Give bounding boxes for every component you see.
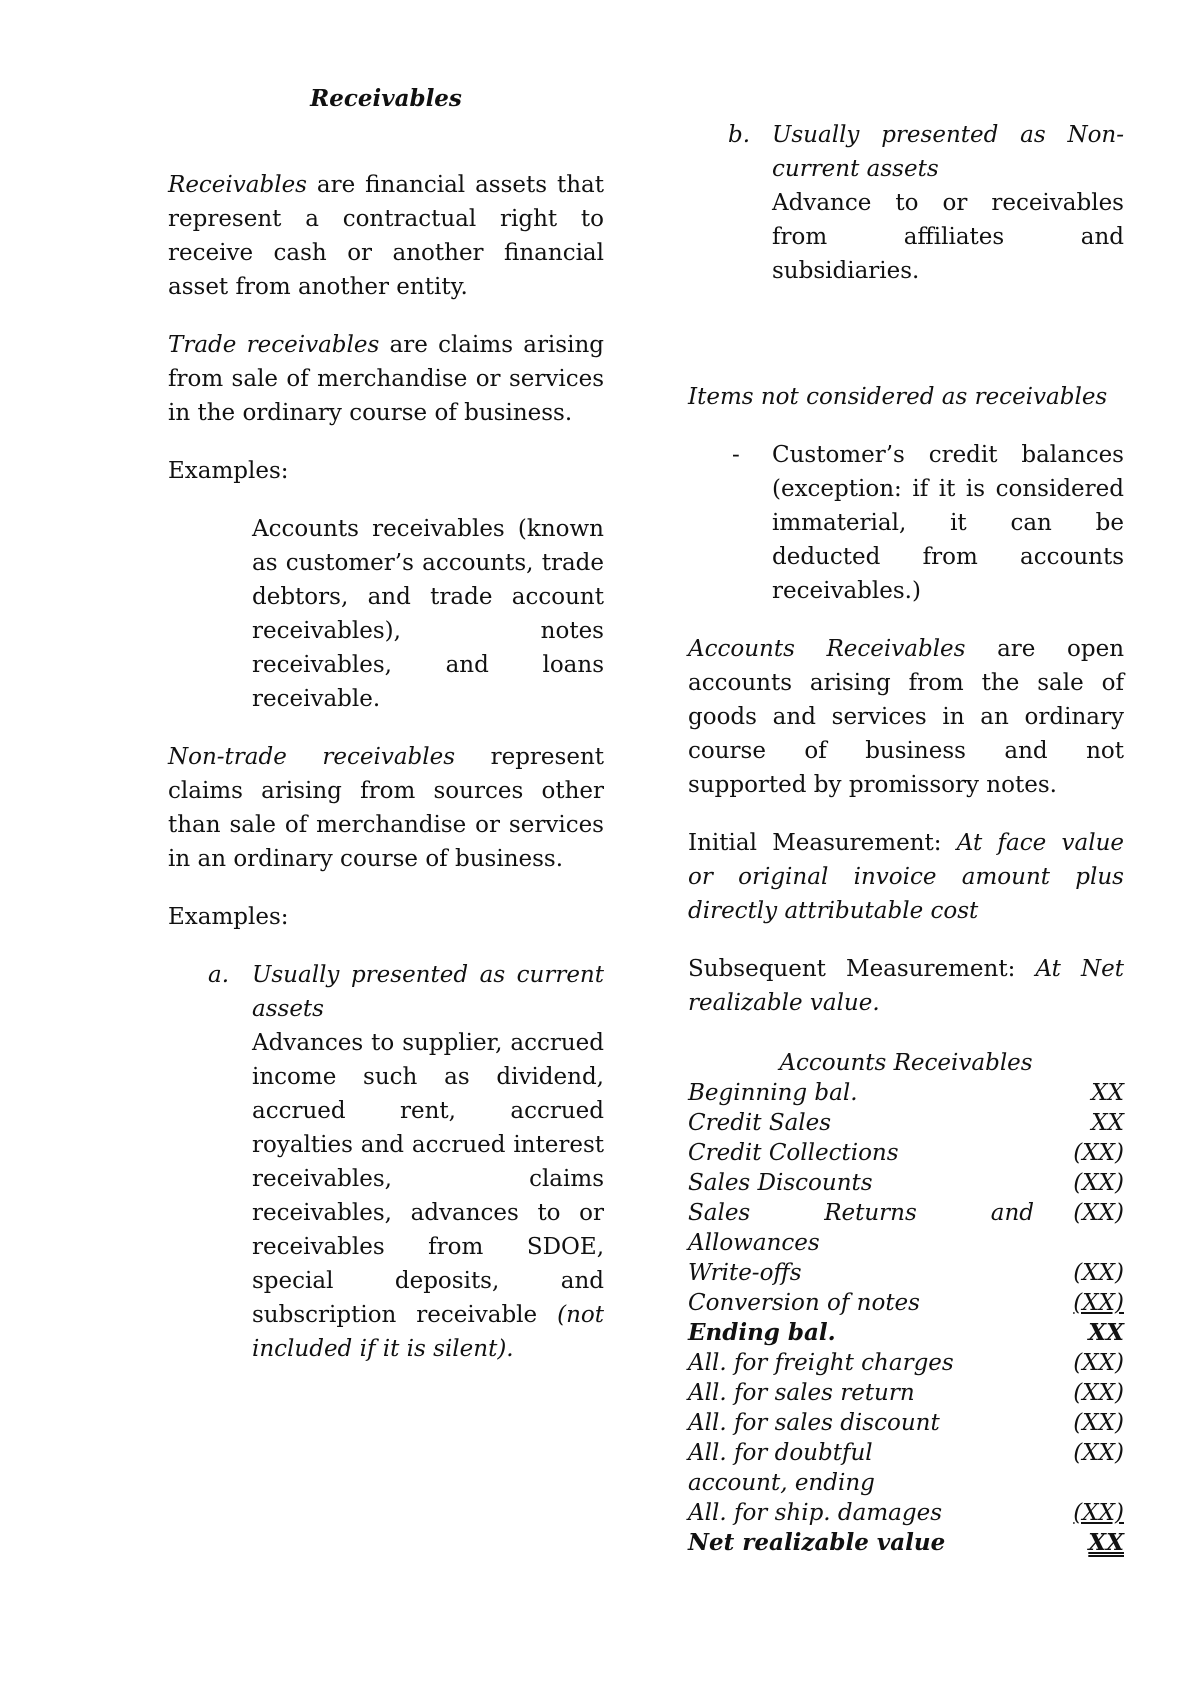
row-amount: (XX) [1073, 1440, 1124, 1466]
table-row [688, 1498, 1124, 1528]
table-row [688, 1258, 1124, 1288]
row-amount: (XX) [1073, 1380, 1124, 1406]
ar-text: are open accounts arising from the sale of goods and services in an ordinary course of business and not supported by promissory notes. [688, 636, 1125, 798]
subsequent-value: At Net realizable value. [688, 956, 1124, 1016]
item-a-text [252, 1026, 604, 1366]
row-label: All. for doubtful account, ending [688, 1440, 875, 1496]
item-b-heading: Usually presented as Non-current assets [772, 122, 1124, 182]
row-amount: (XX) [1073, 1290, 1124, 1316]
accounts-receivables-definition [688, 632, 1124, 802]
trade-term: Trade receivables [168, 332, 380, 358]
table-row [688, 1408, 1124, 1438]
row-label: Ending bal. [688, 1319, 836, 1346]
row-amount: (XX) [1073, 1500, 1124, 1526]
item-b-text: Advance to or receivables from affiliates and subsidiaries. [772, 190, 1124, 284]
row-amount: (XX) [1073, 1410, 1124, 1436]
dash-marker: - [732, 442, 740, 468]
table-row [688, 1348, 1124, 1378]
item-b-marker: b. [728, 122, 751, 148]
row-label: Beginning bal. [688, 1080, 858, 1106]
table-row [688, 1528, 1124, 1558]
list-item-dash [732, 438, 1124, 608]
list-item-a [208, 958, 604, 1366]
item-a-note: (not included if it is silent). [252, 1302, 604, 1362]
table-row [688, 1288, 1124, 1318]
def-text: are financial assets that represent a contractual right to receive cash or another financial asset from another entity. [168, 172, 604, 300]
table-row [688, 1168, 1124, 1198]
initial-measurement [688, 826, 1124, 928]
row-label: All. for freight charges [688, 1350, 954, 1376]
row-label: All. for ship. damages [688, 1500, 943, 1526]
row-amount: (XX) [1073, 1350, 1124, 1376]
row-amount: XX [1091, 1110, 1124, 1136]
nontrade-text: represent claims arising from sources other than sale of merchandise or services in an ordinary course of business. [168, 744, 604, 872]
row-amount: XX [1091, 1080, 1124, 1106]
examples-label-2: Examples: [168, 904, 289, 930]
trade-text: are claims arising from sale of merchandise or services in the ordinary course of business. [168, 332, 604, 426]
table-row [688, 1198, 1124, 1258]
row-amount: XX [1088, 1529, 1124, 1556]
table-title: Accounts Receivables [779, 1050, 1033, 1076]
not-considered-heading: Items not considered as receivables [688, 384, 1108, 410]
table-title-row [688, 1048, 1124, 1078]
subsequent-measurement [688, 952, 1124, 1020]
table-row [688, 1108, 1124, 1138]
row-amount: (XX) [1073, 1200, 1124, 1226]
initial-label: Initial Measurement: [688, 830, 957, 856]
not-considered-text: Customer’s credit balances (exception: if it is considered immaterial, it can be deducted from accounts receivables.) [772, 442, 1124, 604]
row-label: Net realizable value [688, 1529, 946, 1556]
nontrade-receivables-definition [168, 740, 604, 876]
def-term: Receivables [168, 172, 307, 198]
table-row [688, 1318, 1124, 1348]
row-amount: XX [1088, 1319, 1124, 1346]
item-a-heading: Usually presented as current assets [252, 962, 604, 1022]
row-label: Credit Sales [688, 1110, 832, 1136]
nontrade-term: Non-trade receivables [168, 744, 456, 770]
table-row [688, 1078, 1124, 1108]
row-label: Conversion of notes [688, 1290, 920, 1316]
table-row [688, 1438, 1124, 1498]
row-amount: (XX) [1073, 1140, 1124, 1166]
right-column [688, 118, 1124, 1558]
table-row [688, 1378, 1124, 1408]
row-label: Credit Collections [688, 1140, 899, 1166]
accounts-receivables-table [688, 1048, 1124, 1558]
trade-receivables-definition [168, 328, 604, 430]
left-column [168, 82, 604, 1390]
ar-term: Accounts Receivables [688, 636, 966, 662]
list-item-b [728, 118, 1124, 288]
row-label: Sales Returns and Allowances [688, 1200, 1034, 1256]
item-a-marker: a. [208, 962, 230, 988]
row-amount: (XX) [1073, 1170, 1124, 1196]
row-label: Write-offs [688, 1260, 802, 1286]
item-a-body: Advances to supplier, accrued income such as dividend, accrued rent, accrued royalties and accrued interest receivables, claims receivables, advances to or receivables from SDOE, special deposits, and subscription receivable [252, 1030, 604, 1328]
row-label: All. for sales discount [688, 1410, 940, 1436]
subsequent-label: Subsequent Measurement: [688, 956, 1036, 982]
row-amount: (XX) [1073, 1260, 1124, 1286]
receivables-definition [168, 168, 604, 304]
table-row [688, 1138, 1124, 1168]
page-title: Receivables [310, 85, 462, 112]
trade-examples: Accounts receivables (known as customer’s accounts, trade debtors, and trade account receivables), notes receivables, and loans receivable. [252, 516, 604, 712]
row-label: All. for sales return [688, 1380, 915, 1406]
row-label: Sales Discounts [688, 1170, 873, 1196]
examples-label-1: Examples: [168, 458, 289, 484]
initial-value: At face value or original invoice amount plus directly attributable cost [688, 830, 1124, 924]
